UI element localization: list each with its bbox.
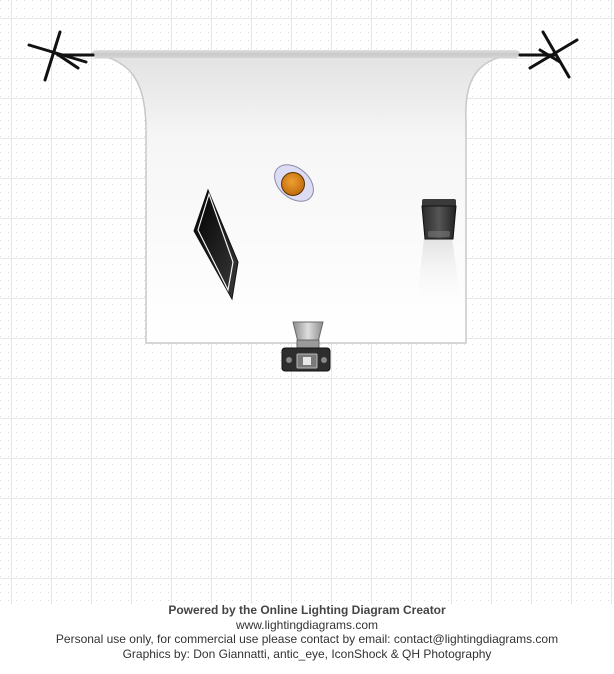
website-link[interactable]: www.lightingdiagrams.com — [235, 617, 379, 632]
powered-by-text: Powered by the Online Lighting Diagram Creator — [168, 603, 446, 617]
backdrop-roll — [92, 50, 520, 58]
subject-head — [282, 173, 305, 196]
license-text: Personal use only, for commercial use please contact by email: contact@lightingdiagrams.com — [55, 632, 559, 646]
footer — [0, 603, 614, 661]
credits-text: Graphics by: Don Giannatti, antic_eye, IconShock & QH Photography — [122, 646, 492, 661]
